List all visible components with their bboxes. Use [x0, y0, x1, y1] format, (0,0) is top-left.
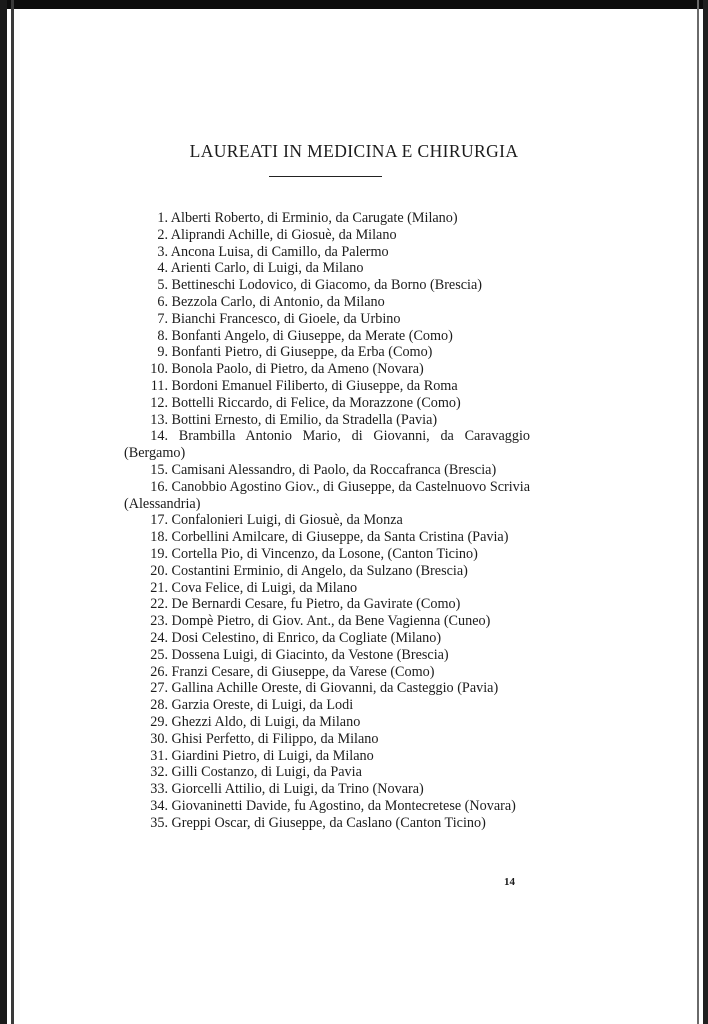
- list-item: [124, 479, 530, 513]
- list-item: [124, 664, 530, 681]
- list-item-text: Costantini Erminio, di Angelo, da Sulzano (Brescia): [171, 562, 468, 579]
- list-item: [124, 647, 530, 664]
- list-item-number: 18.: [150, 529, 168, 546]
- list-item-text: Giorcelli Attilio, di Luigi, da Trino (Novara): [171, 781, 424, 798]
- list-item-text: Giardini Pietro, di Luigi, da Milano: [171, 747, 374, 764]
- list-item: [124, 244, 530, 261]
- list-item-number: 15.: [150, 461, 168, 478]
- list-item: [124, 294, 530, 311]
- list-item-text: Gilli Costanzo, di Luigi, da Pavia: [171, 764, 362, 781]
- list-item-text: Bottini Ernesto, di Emilio, da Stradella (Pavia): [171, 411, 438, 428]
- list-item-text: Greppi Oscar, di Giuseppe, da Caslano (Canton Ticino): [171, 814, 486, 831]
- list-item-number: 16.: [150, 478, 168, 495]
- list-item: [124, 227, 530, 244]
- list-item-text: Bonfanti Angelo, di Giuseppe, da Merate (Como): [171, 327, 453, 344]
- list-item-number: 31.: [150, 747, 168, 764]
- list-item-number: 5.: [157, 277, 168, 294]
- list-item-text: Cova Felice, di Luigi, da Milano: [171, 579, 358, 596]
- list-item-number: 26.: [150, 663, 168, 680]
- list-item: [124, 328, 530, 345]
- list-item-number: 35.: [150, 814, 168, 831]
- list-item-text: Canobbio Agostino Giov., di Giuseppe, da Castelnuovo Scrivia (Alessandria): [124, 478, 531, 512]
- list-item-text: Camisani Alessandro, di Paolo, da Roccafranca (Brescia): [171, 461, 497, 478]
- list-item-number: 3.: [157, 243, 168, 260]
- list-item-text: Dossena Luigi, di Giacinto, da Vestone (Brescia): [171, 646, 449, 663]
- list-item-number: 33.: [150, 781, 168, 798]
- list-item: [124, 395, 530, 412]
- list-item-text: Brambilla Antonio Mario, di Giovanni, da Caravaggio (Bergamo): [124, 428, 530, 462]
- list-item: [124, 277, 530, 294]
- list-item-text: Bettineschi Lodovico, di Giacomo, da Borno (Brescia): [171, 277, 483, 294]
- list-item-number: 7.: [157, 310, 168, 327]
- list-item-text: Dompè Pietro, di Giov. Ant., da Bene Vagienna (Cuneo): [171, 613, 491, 630]
- page-title: LAUREATI IN MEDICINA E CHIRURGIA: [189, 141, 519, 161]
- list-item: [124, 260, 530, 277]
- list-item-text: Arienti Carlo, di Luigi, da Milano: [170, 260, 364, 277]
- list-item-number: 8.: [157, 327, 168, 344]
- list-item: [124, 613, 530, 630]
- list-item-number: 34.: [150, 797, 168, 814]
- list-item: [124, 462, 530, 479]
- list-item-text: Franzi Cesare, di Giuseppe, da Varese (Como): [171, 663, 435, 680]
- list-item: [124, 344, 530, 361]
- list-item-number: 9.: [157, 344, 168, 361]
- list-item-number: 30.: [150, 730, 168, 747]
- list-item: [124, 529, 530, 546]
- graduate-list: [124, 210, 530, 831]
- list-item: [124, 815, 530, 832]
- list-item-text: Bianchi Francesco, di Gioele, da Urbino: [171, 310, 401, 327]
- list-item: [124, 596, 530, 613]
- list-item-number: 11.: [150, 377, 168, 394]
- list-item: [124, 361, 530, 378]
- list-item: [124, 378, 530, 395]
- list-item-number: 14.: [150, 428, 168, 445]
- list-item-text: Dosi Celestino, di Enrico, da Cogliate (Milano): [171, 629, 442, 646]
- list-item-number: 21.: [150, 579, 168, 596]
- list-item-number: 22.: [150, 596, 168, 613]
- list-item: [124, 764, 530, 781]
- list-item: [124, 781, 530, 798]
- list-item-text: Confalonieri Luigi, di Giosuè, da Monza: [171, 512, 403, 529]
- scan-border-top: [0, 0, 708, 9]
- list-item-text: Aliprandi Achille, di Giosuè, da Milano: [170, 226, 397, 243]
- list-item: [124, 563, 530, 580]
- list-item-number: 32.: [150, 764, 168, 781]
- list-item-text: Gallina Achille Oreste, di Giovanni, da Casteggio (Pavia): [171, 680, 499, 697]
- list-item-number: 25.: [150, 646, 168, 663]
- list-item-number: 29.: [150, 713, 168, 730]
- list-item: [124, 412, 530, 429]
- list-item-text: Ghisi Perfetto, di Filippo, da Milano: [171, 730, 379, 747]
- list-item-text: De Bernardi Cesare, fu Pietro, da Gavirate (Como): [171, 596, 461, 613]
- list-item: [124, 210, 530, 227]
- page-number: 14: [504, 876, 515, 888]
- list-item-text: Bottelli Riccardo, di Felice, da Morazzone (Como): [171, 394, 461, 411]
- list-item: [124, 748, 530, 765]
- list-item-number: 12.: [150, 394, 168, 411]
- list-item-text: Bezzola Carlo, di Antonio, da Milano: [171, 293, 385, 310]
- list-item-number: 28.: [150, 697, 168, 714]
- list-item: [124, 428, 530, 462]
- list-item-number: 27.: [150, 680, 168, 697]
- list-item-number: 6.: [157, 293, 168, 310]
- list-item: [124, 680, 530, 697]
- list-item-text: Ancona Luisa, di Camillo, da Palermo: [170, 243, 389, 260]
- list-item: [124, 546, 530, 563]
- list-item: [124, 714, 530, 731]
- title-rule: [269, 176, 382, 177]
- list-item-text: Giovaninetti Davide, fu Agostino, da Montecretese (Novara): [171, 797, 516, 814]
- list-item-text: Corbellini Amilcare, di Giuseppe, da Santa Cristina (Pavia): [171, 529, 509, 546]
- list-item: [124, 697, 530, 714]
- list-item: [124, 731, 530, 748]
- list-item-text: Bordoni Emanuel Filiberto, di Giuseppe, da Roma: [171, 377, 458, 394]
- list-item: [124, 798, 530, 815]
- list-item-number: 24.: [150, 629, 168, 646]
- list-item-text: Ghezzi Aldo, di Luigi, da Milano: [171, 713, 361, 730]
- list-item-number: 23.: [150, 613, 168, 630]
- list-item-number: 2.: [157, 226, 168, 243]
- list-item-number: 4.: [157, 260, 168, 277]
- list-item-text: Bonfanti Pietro, di Giuseppe, da Erba (Como): [171, 344, 433, 361]
- list-item: [124, 580, 530, 597]
- list-item-text: Garzia Oreste, di Luigi, da Lodi: [171, 697, 354, 714]
- list-item: [124, 311, 530, 328]
- list-item-number: 20.: [150, 562, 168, 579]
- list-item-text: Alberti Roberto, di Erminio, da Carugate (Milano): [170, 210, 458, 226]
- list-item-text: Cortella Pio, di Vincenzo, da Losone, (Canton Ticino): [171, 545, 478, 562]
- list-item-number: 1.: [157, 210, 168, 226]
- list-item: [124, 630, 530, 647]
- list-item-number: 10.: [150, 361, 168, 378]
- list-item-number: 17.: [150, 512, 168, 529]
- list-item-number: 13.: [150, 411, 168, 428]
- list-item-text: Bonola Paolo, di Pietro, da Ameno (Novara): [171, 361, 424, 378]
- list-item-number: 19.: [150, 545, 168, 562]
- list-item: [124, 512, 530, 529]
